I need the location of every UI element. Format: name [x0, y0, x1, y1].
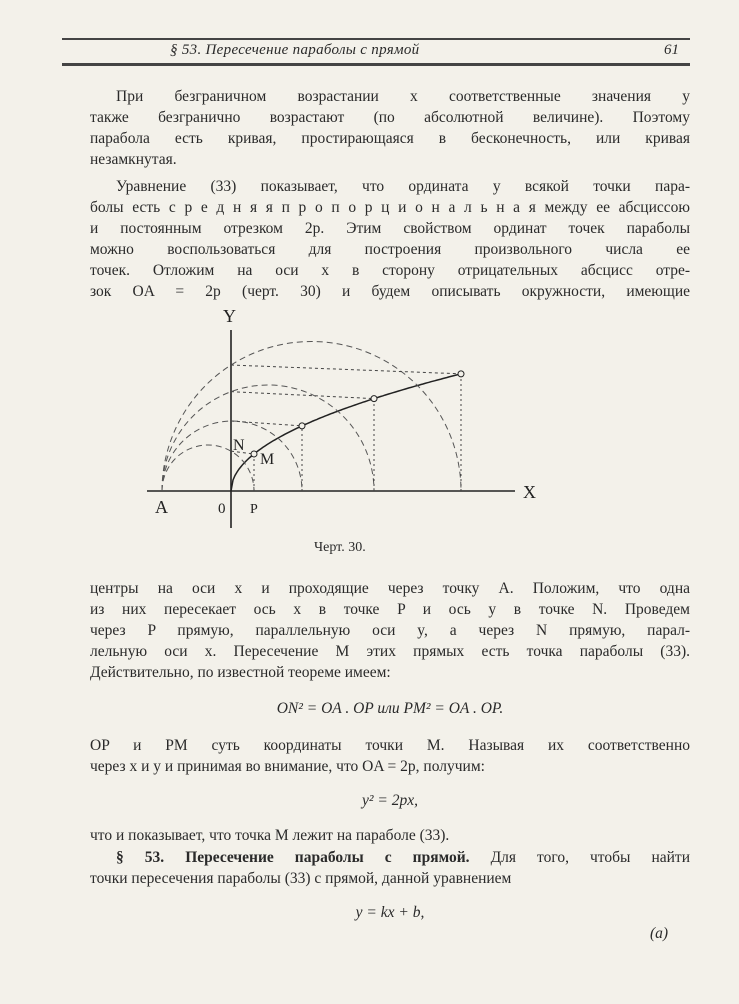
text-line: При безграничном возрастании x соответственные значения y — [116, 88, 690, 105]
construction-circle — [162, 421, 302, 491]
text-line: болы есть с р е д н я я п р о п о р ц и о н а л ь н а я между ее абсциссою — [90, 199, 690, 216]
text-line: можно воспользоваться для построения произвольного числа ее — [90, 241, 690, 258]
formula-line: ON² = OA . OP или PM² = OA . OP. — [276, 700, 504, 717]
parabola-point — [458, 371, 464, 377]
text-line: через P прямую, параллельную оси y, а через N прямую, парал- — [90, 622, 690, 639]
figure-caption: Черт. 30. — [314, 540, 366, 555]
text-line: Уравнение (33) показывает, что ордината y всякой точки пара- — [116, 178, 690, 195]
text-line: зок OA = 2p (черт. 30) и будем описывать окружности, имеющие — [90, 283, 690, 300]
text-line: и постоянным отрезком 2p. Этим свойством ординат точек параболы — [90, 220, 690, 237]
label-point-n: N — [233, 437, 245, 454]
construction-circle — [162, 342, 461, 492]
header-rule-top — [62, 38, 690, 40]
header-rule-bottom — [62, 63, 690, 66]
formula-line: y = kx + b, — [355, 904, 425, 921]
horizontal-construction-line — [231, 392, 374, 399]
text-line: центры на оси x и проходящие через точку A. Положим, что одна — [90, 580, 690, 597]
equation-number: (a) — [650, 925, 669, 942]
parabola-point — [299, 423, 305, 429]
text-line: OP и PM суть координаты точки M. Называя их соответственно — [90, 737, 690, 754]
construction-circle — [162, 385, 374, 491]
text-line: точки пересечения параболы (33) с прямой, данной уравнением — [90, 870, 512, 887]
text-line: также безгранично возрастают (по абсолютной величине). Поэтому — [90, 109, 690, 126]
text-line: § 53. Пересечение параболы с прямой. Для того, чтобы найти — [116, 849, 691, 866]
label-origin: 0 — [218, 501, 226, 517]
text-line: из них пересекает ось x в точке P и ось y в точке N. Проведем — [90, 601, 690, 618]
text-line: парабола есть кривая, простирающаяся в бесконечность, или кривая — [90, 130, 690, 147]
text-line: лельную оси x. Пересечение M этих прямых есть точка параболы (33). — [90, 643, 690, 660]
label-point-m: M — [260, 451, 275, 468]
parabola-point — [371, 396, 377, 402]
label-y-axis: Y — [223, 306, 236, 326]
label-point-p: P — [250, 502, 258, 517]
horizontal-construction-line — [231, 365, 461, 374]
page-number: 61 — [664, 42, 679, 58]
text-line: точек. Отложим на оси x в сторону отрицательных абсцисс отре- — [90, 262, 690, 279]
label-x-axis: X — [523, 482, 536, 502]
section-heading: § 53. Пересечение параболы с прямой. — [116, 849, 470, 866]
parabola-point — [251, 451, 257, 457]
text-line: незамкнутая. — [90, 151, 177, 168]
formula-line: y² = 2px, — [362, 792, 418, 809]
horizontal-construction-line — [231, 421, 302, 426]
text-line: Действительно, по известной теореме имеем: — [90, 664, 391, 681]
parabola-curve — [231, 373, 463, 491]
figure-30-parabola-construction — [140, 300, 540, 540]
text-line: что и показывает, что точка M лежит на параболе (33). — [90, 827, 450, 844]
text-line: через x и y и принимая во внимание, что OA = 2p, получим: — [90, 758, 485, 775]
label-point-a: A — [155, 497, 168, 517]
running-header-title: § 53. Пересечение параболы с прямой — [170, 42, 420, 58]
